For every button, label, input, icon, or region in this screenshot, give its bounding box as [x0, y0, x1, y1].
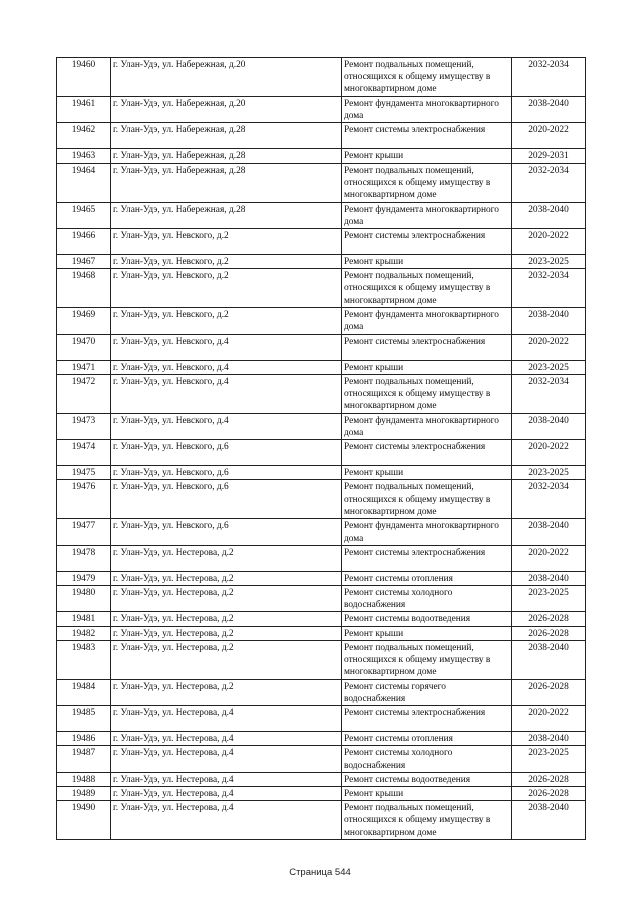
row-number-cell: 19474 [57, 440, 111, 466]
address-cell: г. Улан-Удэ, ул. Нестерова, д.2 [111, 612, 342, 626]
period-cell: 2032-2034 [512, 269, 586, 308]
row-number-cell: 19463 [57, 149, 111, 163]
row-number-cell: 19461 [57, 97, 111, 123]
address-cell: г. Улан-Удэ, ул. Нестерова, д.4 [111, 787, 342, 801]
table-row [57, 466, 586, 480]
row-number-cell: 19482 [57, 626, 111, 640]
period-cell: 2020-2022 [512, 229, 586, 255]
period-cell: 2023-2025 [512, 360, 586, 374]
period-cell: 2038-2040 [512, 308, 586, 334]
address-cell: г. Улан-Удэ, ул. Нестерова, д.4 [111, 732, 342, 746]
row-number-cell: 19475 [57, 466, 111, 480]
page-number: Страница 544 [289, 867, 351, 878]
row-number-cell: 19480 [57, 586, 111, 612]
period-cell: 2026-2028 [512, 679, 586, 705]
work-type-cell: Ремонт системы отопления [342, 732, 512, 746]
table-row [57, 334, 586, 360]
address-cell: г. Улан-Удэ, ул. Невского, д.4 [111, 360, 342, 374]
work-type-cell: Ремонт фундамента многоквартирного дома [342, 308, 512, 334]
table-row [57, 97, 586, 123]
work-type-cell: Ремонт системы электроснабжения [342, 545, 512, 571]
address-cell: г. Улан-Удэ, ул. Набережная, д.28 [111, 123, 342, 149]
table-row [57, 123, 586, 149]
table-row [57, 308, 586, 334]
address-cell: г. Улан-Удэ, ул. Невского, д.6 [111, 519, 342, 545]
row-number-cell: 19489 [57, 787, 111, 801]
row-number-cell: 19472 [57, 374, 111, 413]
period-cell: 2023-2025 [512, 586, 586, 612]
table-row [57, 787, 586, 801]
address-cell: г. Улан-Удэ, ул. Нестерова, д.4 [111, 706, 342, 732]
register-table-body [57, 58, 586, 840]
table-row [57, 679, 586, 705]
row-number-cell: 19460 [57, 58, 111, 97]
work-type-cell: Ремонт фундамента многоквартирного дома [342, 519, 512, 545]
register-table [56, 57, 586, 840]
row-number-cell: 19466 [57, 229, 111, 255]
address-cell: г. Улан-Удэ, ул. Набережная, д.28 [111, 163, 342, 202]
work-type-cell: Ремонт системы электроснабжения [342, 706, 512, 732]
work-type-cell: Ремонт системы холодного водоснабжения [342, 586, 512, 612]
address-cell: г. Улан-Удэ, ул. Набережная, д.20 [111, 58, 342, 97]
period-cell: 2032-2034 [512, 58, 586, 97]
period-cell: 2038-2040 [512, 97, 586, 123]
row-number-cell: 19469 [57, 308, 111, 334]
period-cell: 2026-2028 [512, 787, 586, 801]
address-cell: г. Улан-Удэ, ул. Нестерова, д.2 [111, 640, 342, 679]
period-cell: 2023-2025 [512, 255, 586, 269]
work-type-cell: Ремонт фундамента многоквартирного дома [342, 97, 512, 123]
period-cell: 2020-2022 [512, 545, 586, 571]
address-cell: г. Улан-Удэ, ул. Невского, д.4 [111, 334, 342, 360]
row-number-cell: 19490 [57, 801, 111, 840]
period-cell: 2032-2034 [512, 163, 586, 202]
period-cell: 2038-2040 [512, 519, 586, 545]
table-row [57, 571, 586, 585]
table-row [57, 58, 586, 97]
period-cell: 2020-2022 [512, 706, 586, 732]
work-type-cell: Ремонт системы электроснабжения [342, 440, 512, 466]
table-row [57, 229, 586, 255]
address-cell: г. Улан-Удэ, ул. Нестерова, д.2 [111, 545, 342, 571]
row-number-cell: 19465 [57, 202, 111, 228]
work-type-cell: Ремонт системы водоотведения [342, 612, 512, 626]
table-row [57, 163, 586, 202]
period-cell: 2038-2040 [512, 801, 586, 840]
address-cell: г. Улан-Удэ, ул. Нестерова, д.2 [111, 586, 342, 612]
table-row [57, 480, 586, 519]
period-cell: 2020-2022 [512, 334, 586, 360]
row-number-cell: 19488 [57, 772, 111, 786]
table-row [57, 746, 586, 772]
period-cell: 2038-2040 [512, 571, 586, 585]
address-cell: г. Улан-Удэ, ул. Набережная, д.28 [111, 202, 342, 228]
address-cell: г. Улан-Удэ, ул. Невского, д.2 [111, 255, 342, 269]
row-number-cell: 19471 [57, 360, 111, 374]
table-row [57, 440, 586, 466]
address-cell: г. Улан-Удэ, ул. Невского, д.6 [111, 480, 342, 519]
period-cell: 2038-2040 [512, 732, 586, 746]
row-number-cell: 19479 [57, 571, 111, 585]
period-cell: 2023-2025 [512, 746, 586, 772]
period-cell: 2023-2025 [512, 466, 586, 480]
period-cell: 2032-2034 [512, 374, 586, 413]
address-cell: г. Улан-Удэ, ул. Нестерова, д.2 [111, 626, 342, 640]
row-number-cell: 19485 [57, 706, 111, 732]
work-type-cell: Ремонт системы горячего водоснабжения [342, 679, 512, 705]
work-type-cell: Ремонт подвальных помещений, относящихся к общему имуществу в многоквартирном доме [342, 480, 512, 519]
row-number-cell: 19484 [57, 679, 111, 705]
row-number-cell: 19468 [57, 269, 111, 308]
address-cell: г. Улан-Удэ, ул. Нестерова, д.4 [111, 746, 342, 772]
work-type-cell: Ремонт подвальных помещений, относящихся к общему имуществу в многоквартирном доме [342, 801, 512, 840]
work-type-cell: Ремонт системы холодного водоснабжения [342, 746, 512, 772]
row-number-cell: 19470 [57, 334, 111, 360]
address-cell: г. Улан-Удэ, ул. Невского, д.4 [111, 374, 342, 413]
table-row [57, 801, 586, 840]
address-cell: г. Улан-Удэ, ул. Невского, д.2 [111, 308, 342, 334]
period-cell: 2026-2028 [512, 772, 586, 786]
table-row [57, 149, 586, 163]
work-type-cell: Ремонт крыши [342, 466, 512, 480]
table-row [57, 732, 586, 746]
work-type-cell: Ремонт фундамента многоквартирного дома [342, 413, 512, 439]
address-cell: г. Улан-Удэ, ул. Невского, д.2 [111, 229, 342, 255]
address-cell: г. Улан-Удэ, ул. Невского, д.4 [111, 413, 342, 439]
address-cell: г. Улан-Удэ, ул. Набережная, д.28 [111, 149, 342, 163]
table-row [57, 413, 586, 439]
table-row [57, 772, 586, 786]
work-type-cell: Ремонт подвальных помещений, относящихся к общему имуществу в многоквартирном доме [342, 163, 512, 202]
row-number-cell: 19481 [57, 612, 111, 626]
row-number-cell: 19477 [57, 519, 111, 545]
work-type-cell: Ремонт фундамента многоквартирного дома [342, 202, 512, 228]
period-cell: 2032-2034 [512, 480, 586, 519]
address-cell: г. Улан-Удэ, ул. Нестерова, д.2 [111, 679, 342, 705]
row-number-cell: 19464 [57, 163, 111, 202]
table-row [57, 612, 586, 626]
table-row [57, 269, 586, 308]
row-number-cell: 19486 [57, 732, 111, 746]
work-type-cell: Ремонт системы водоотведения [342, 772, 512, 786]
table-row [57, 255, 586, 269]
address-cell: г. Улан-Удэ, ул. Набережная, д.20 [111, 97, 342, 123]
row-number-cell: 19487 [57, 746, 111, 772]
period-cell: 2020-2022 [512, 123, 586, 149]
row-number-cell: 19478 [57, 545, 111, 571]
work-type-cell: Ремонт системы электроснабжения [342, 229, 512, 255]
work-type-cell: Ремонт крыши [342, 255, 512, 269]
work-type-cell: Ремонт крыши [342, 787, 512, 801]
work-type-cell: Ремонт подвальных помещений, относящихся к общему имуществу в многоквартирном доме [342, 269, 512, 308]
work-type-cell: Ремонт системы электроснабжения [342, 123, 512, 149]
work-type-cell: Ремонт подвальных помещений, относящихся к общему имуществу в многоквартирном доме [342, 640, 512, 679]
address-cell: г. Улан-Удэ, ул. Нестерова, д.2 [111, 571, 342, 585]
row-number-cell: 19483 [57, 640, 111, 679]
work-type-cell: Ремонт системы электроснабжения [342, 334, 512, 360]
work-type-cell: Ремонт подвальных помещений, относящихся к общему имуществу в многоквартирном доме [342, 58, 512, 97]
work-type-cell: Ремонт подвальных помещений, относящихся к общему имуществу в многоквартирном доме [342, 374, 512, 413]
work-type-cell: Ремонт крыши [342, 626, 512, 640]
table-row [57, 360, 586, 374]
row-number-cell: 19476 [57, 480, 111, 519]
table-row [57, 519, 586, 545]
work-type-cell: Ремонт системы отопления [342, 571, 512, 585]
table-row [57, 626, 586, 640]
row-number-cell: 19467 [57, 255, 111, 269]
table-row [57, 545, 586, 571]
period-cell: 2020-2022 [512, 440, 586, 466]
period-cell: 2029-2031 [512, 149, 586, 163]
table-row [57, 202, 586, 228]
address-cell: г. Улан-Удэ, ул. Невского, д.6 [111, 466, 342, 480]
address-cell: г. Улан-Удэ, ул. Нестерова, д.4 [111, 801, 342, 840]
row-number-cell: 19473 [57, 413, 111, 439]
work-type-cell: Ремонт крыши [342, 149, 512, 163]
period-cell: 2026-2028 [512, 612, 586, 626]
period-cell: 2038-2040 [512, 413, 586, 439]
table-row [57, 640, 586, 679]
address-cell: г. Улан-Удэ, ул. Нестерова, д.4 [111, 772, 342, 786]
table-row [57, 374, 586, 413]
table-row [57, 586, 586, 612]
work-type-cell: Ремонт крыши [342, 360, 512, 374]
period-cell: 2038-2040 [512, 640, 586, 679]
table-row [57, 706, 586, 732]
period-cell: 2038-2040 [512, 202, 586, 228]
row-number-cell: 19462 [57, 123, 111, 149]
address-cell: г. Улан-Удэ, ул. Невского, д.2 [111, 269, 342, 308]
address-cell: г. Улан-Удэ, ул. Невского, д.6 [111, 440, 342, 466]
period-cell: 2026-2028 [512, 626, 586, 640]
